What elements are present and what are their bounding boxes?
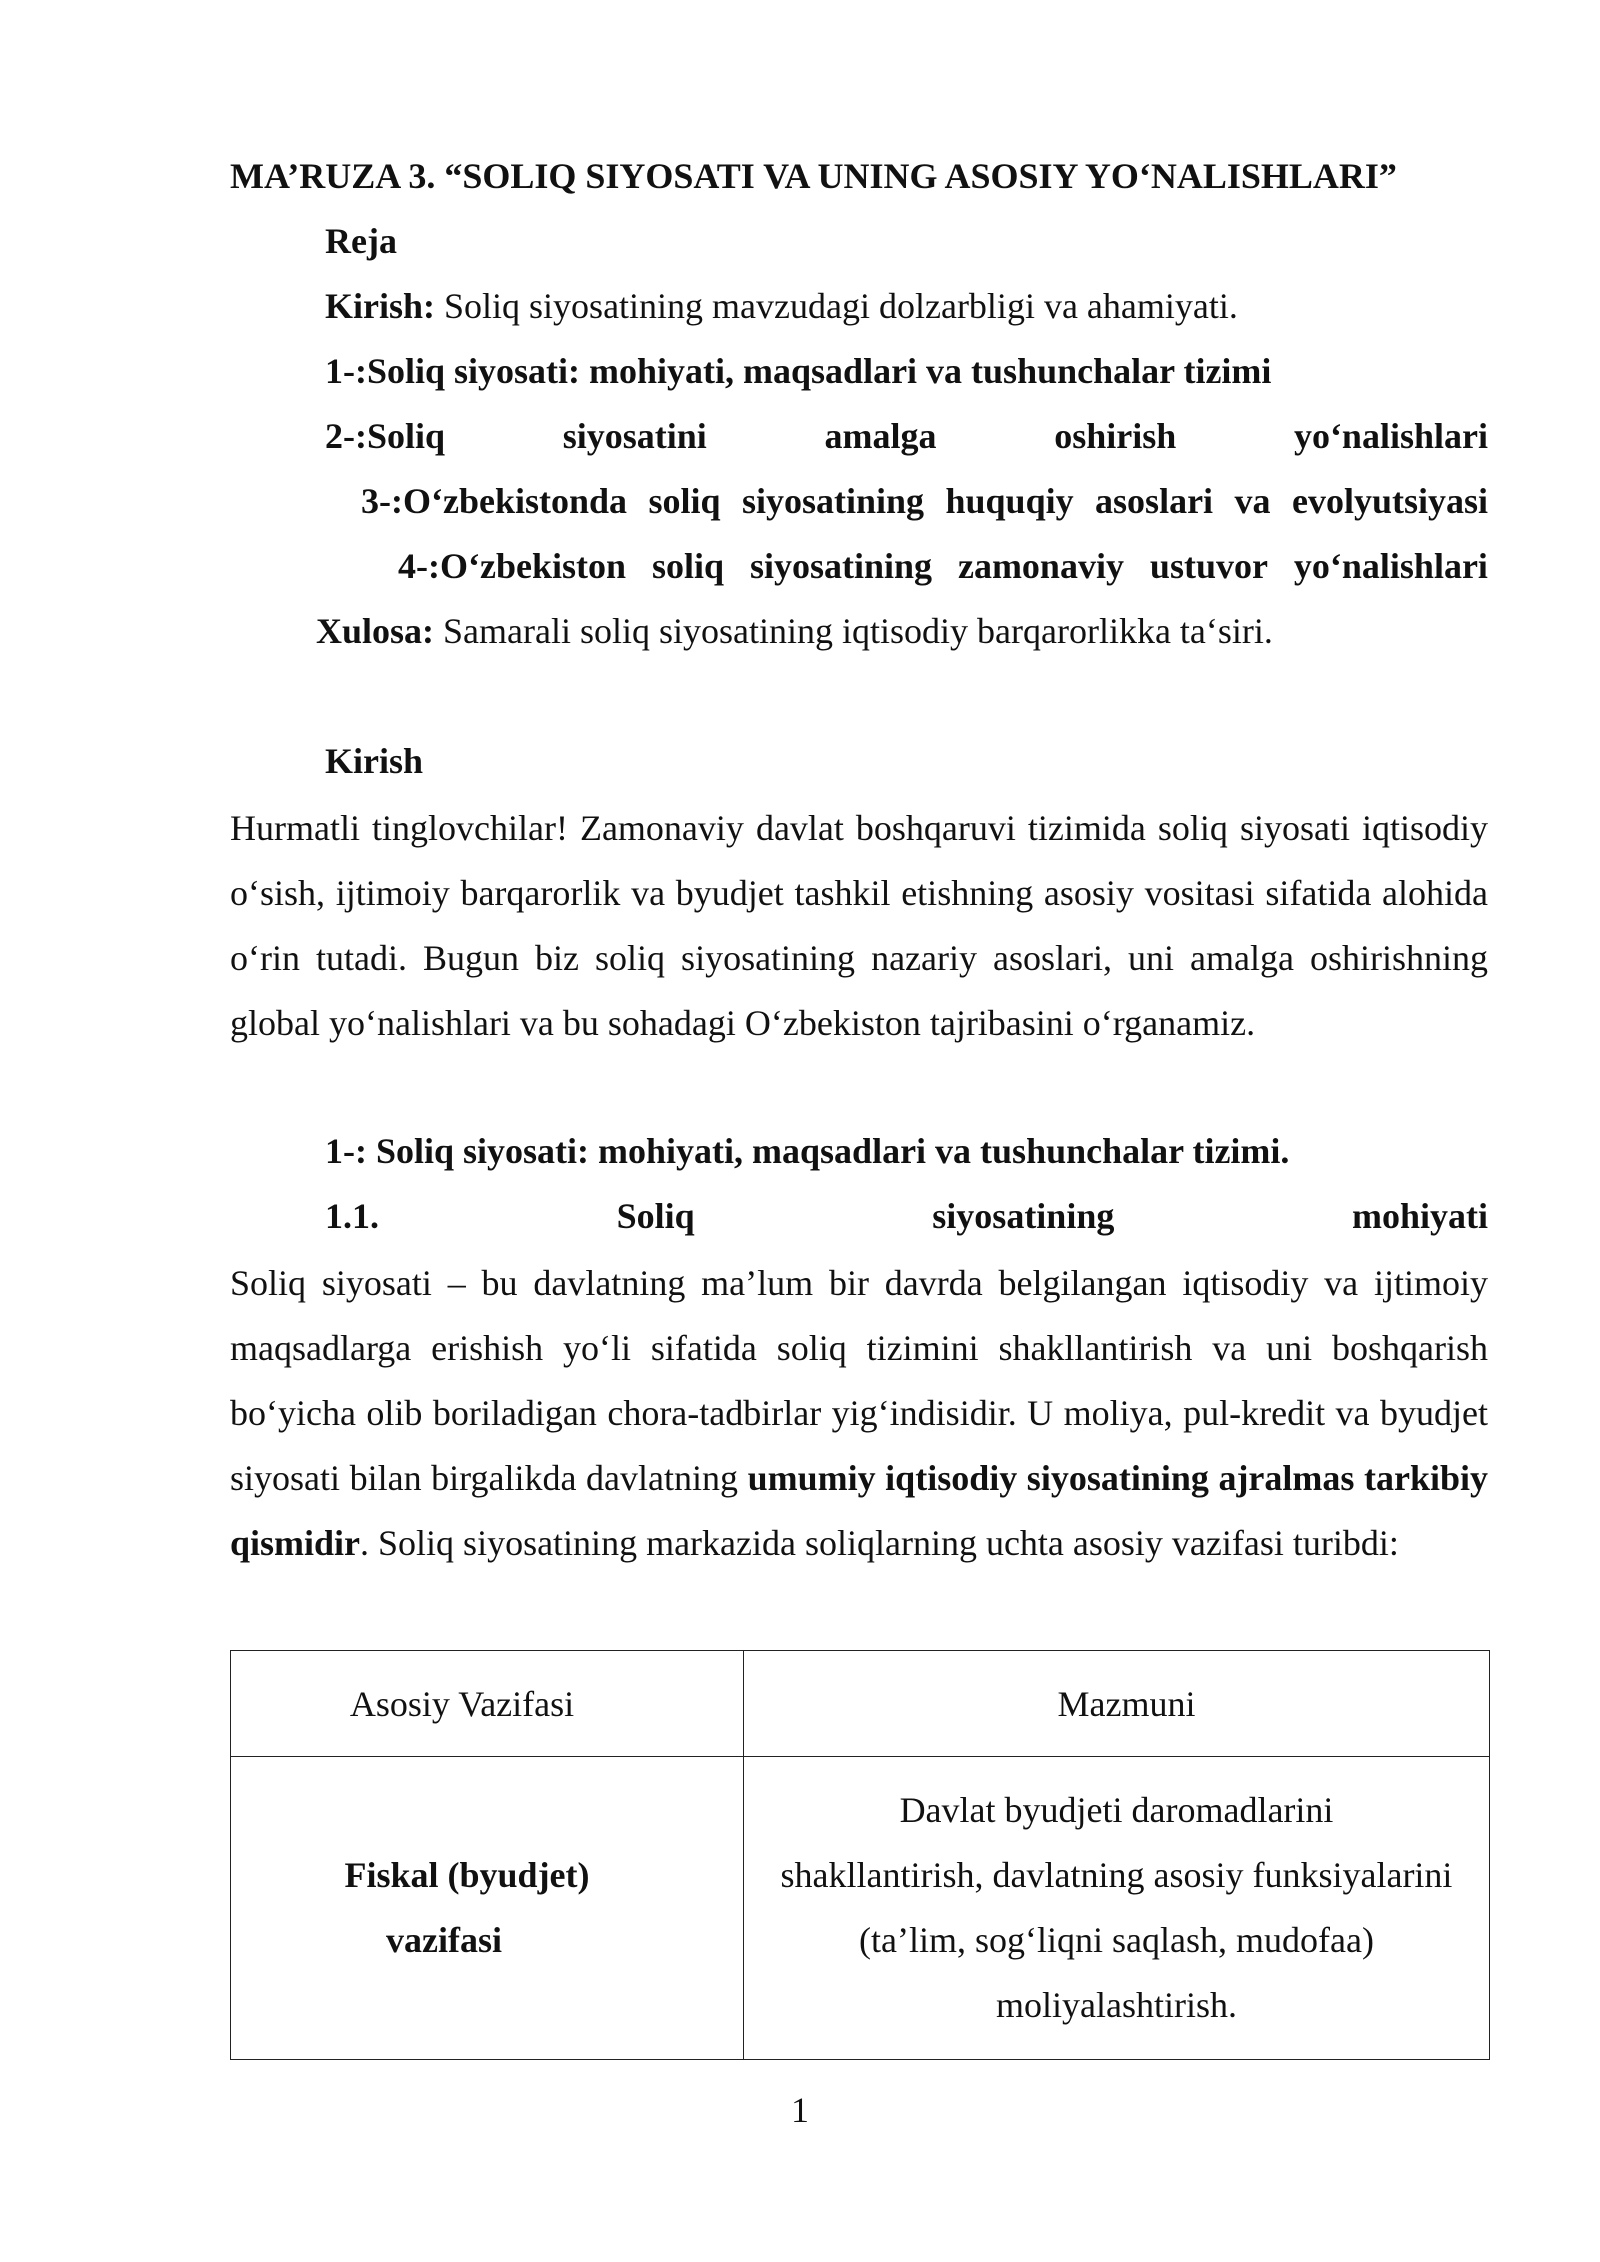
intro-paragraph: Hurmatli tinglovchilar! Zamonaviy davlat boshqaruvi tizimida soliq siyosati iqtisodiy o‘sish, ijtimoiy barqarorlik va byudjet tashkil etishning asosiy vositasi sifatida alohida o‘rin tutadi. Bugun biz soliq siyosatining nazariy asoslari, uni amalga oshirishning global yo‘nalishlari va bu sohadagi O‘zbekiston tajribasini o‘rganamiz. (230, 808, 1488, 1043)
plan-item-3-word: huquqiy (945, 481, 1074, 521)
section-1-paragraph (230, 1251, 1488, 1576)
plan-item-2-word: siyosatini (562, 416, 707, 456)
content-line: moliyalashtirish. (996, 1985, 1237, 2025)
plan-item-3-word: soliq (648, 481, 721, 521)
plan-item-4 (398, 546, 1488, 586)
content-line: (ta’lim, sog‘liqni saqlash, mudofaa) (859, 1920, 1374, 1960)
table-row (231, 1757, 1490, 2060)
plan-item-2 (325, 416, 1488, 456)
plan-item-3-word: siyosatining (741, 481, 925, 521)
section-1-paragraph-text-a: Soliq siyosati – bu davlatning ma’lum bir davrda belgilangan iqtisodiy va ijtimoiy maqsadlarga erishish yo‘li sifatida soliq tizimini shakllantirish va uni boshqarish bo‘yicha olib boriladigan chora-tadbirlar yig‘indisidir. U moliya, pul-kredit va byudjet siyosati bilan birgalikda davlatning (230, 1263, 1488, 1498)
plan-item-3-word: asoslari (1095, 481, 1214, 521)
plan-item-4-word: ustuvor (1149, 546, 1268, 586)
content-line: Davlat byudjeti daromadlarini (899, 1790, 1334, 1830)
plan-item-3-word: va (1234, 481, 1271, 521)
lecture-title: MA’RUZA 3. “SOLIQ SIYOSATI VA UNING ASOSIY YO‘NALISHLARI” (230, 156, 1397, 196)
tax-functions-table (230, 1650, 1490, 2060)
section-1-1-heading (325, 1196, 1488, 1236)
function-name-line-1: Fiskal (byudjet) (344, 1855, 590, 1895)
subheading-word: 1.1. (325, 1196, 379, 1236)
plan-conclusion-text: Samarali soliq siyosatining iqtisodiy barqarorlikka ta‘siri. (434, 611, 1273, 651)
subheading-word: siyosatining (932, 1196, 1115, 1236)
content-line: shakllantirish, davlatning asosiy funksiyalarini (780, 1855, 1453, 1895)
plan-intro-text: Soliq siyosatining mavzudagi dolzarbligi va ahamiyati. (435, 286, 1238, 326)
page-number: 1 (791, 2090, 809, 2130)
table-cell-function (231, 1757, 744, 2060)
plan-item-4-word: zamonaviy (957, 546, 1124, 586)
plan-item-2-word: 2-:Soliq (325, 416, 446, 456)
plan-item-2-word: oshirish (1054, 416, 1177, 456)
table-header-row (231, 1651, 1490, 1757)
plan-item-4-word: soliq (651, 546, 724, 586)
plan-item-4-word: yo‘nalishlari (1293, 546, 1488, 586)
plan-intro (325, 286, 1488, 326)
plan-intro-label: Kirish: (325, 286, 436, 326)
plan-item-4-word: 4-:O‘zbekiston (398, 546, 626, 586)
section-1-paragraph-text-b: . Soliq siyosatining markazida soliqlarning uchta asosiy vazifasi turibdi: (360, 1523, 1399, 1563)
plan-conclusion-label: Xulosa: (316, 611, 435, 651)
section-1-paragraph-emphasis: umumiy iqtisodiy siyosatining ajralmas tarkibiy qismidir (230, 1458, 1489, 1563)
plan-item-2-word: yo‘nalishlari (1293, 416, 1488, 456)
table-header-function: Asosiy Vazifasi (231, 1651, 744, 1757)
subheading-word: Soliq (616, 1196, 695, 1236)
plan-heading: Reja (325, 221, 397, 261)
plan-item-3-word: 3-:O‘zbekistonda (361, 481, 628, 521)
plan-item-2-word: amalga (824, 416, 937, 456)
intro-heading: Kirish (325, 741, 424, 781)
plan-item-4-word: siyosatining (749, 546, 933, 586)
plan-item-1: 1-:Soliq siyosati: mohiyati, maqsadlari va tushunchalar tizimi (325, 351, 1272, 391)
plan-conclusion (316, 611, 1488, 651)
section-1-heading: 1-: Soliq siyosati: mohiyati, maqsadlari va tushunchalar tizimi. (325, 1131, 1290, 1171)
function-name-line-2: vazifasi (386, 1920, 502, 1960)
table-cell-content (744, 1757, 1490, 2060)
plan-item-3-word: evolyutsiyasi (1291, 481, 1488, 521)
table-header-content: Mazmuni (744, 1651, 1490, 1757)
subheading-word: mohiyati (1351, 1196, 1488, 1236)
plan-item-3 (361, 481, 1488, 521)
